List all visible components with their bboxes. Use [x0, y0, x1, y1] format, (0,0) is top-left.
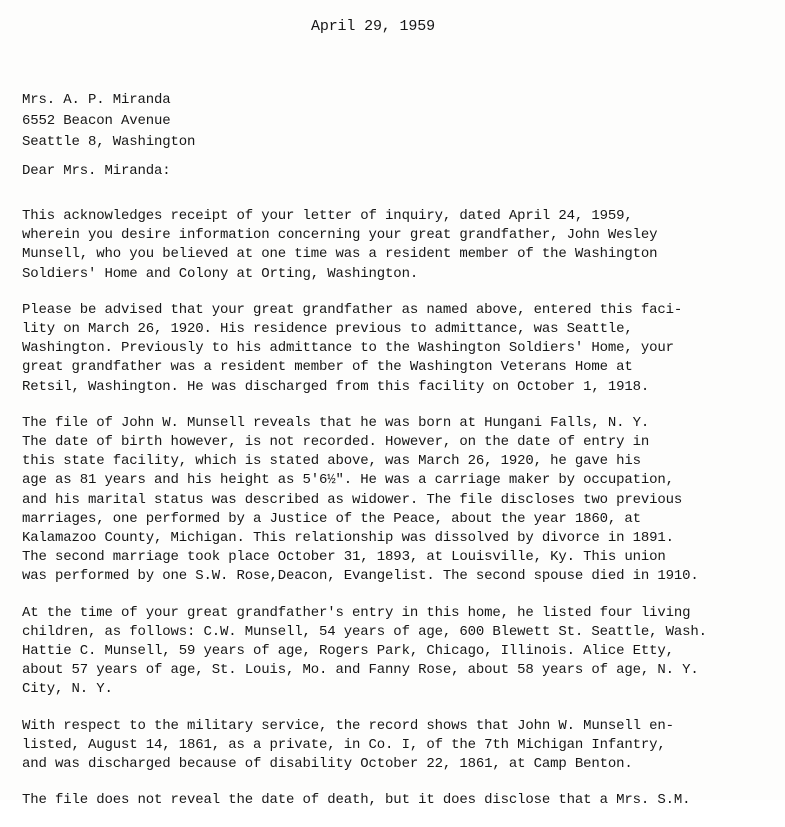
- text-line: age as 81 years and his height as 5'6½". He was a carriage maker by occupation,: [22, 472, 674, 489]
- text-line: Washington. Previously to his admittance to the Washington Soldiers' Home, your: [22, 340, 674, 357]
- text-line: The second marriage took place October 31, 1893, at Louisville, Ky. This union: [22, 549, 666, 566]
- text-line: City, N. Y.: [22, 681, 113, 698]
- text-line: about 57 years of age, St. Louis, Mo. and Fanny Rose, about 58 years of age, N. Y.: [22, 662, 699, 679]
- text-line: was performed by one S.W. Rose,Deacon, Evangelist. The second spouse died in 1910.: [22, 568, 699, 585]
- letter-date: April 29, 1959: [311, 18, 435, 35]
- text-line: Kalamazoo County, Michigan. This relationship was dissolved by divorce in 1891.: [22, 530, 674, 547]
- address-line-city: Seattle 8, Washington: [22, 134, 196, 150]
- paragraph-inquiry: [22, 207, 782, 284]
- text-line: and his marital status was described as widower. The file discloses two previous: [22, 491, 683, 508]
- paragraph-file-details: [22, 414, 782, 587]
- text-line: lity on March 26, 1920. His residence previous to admittance, was Seattle,: [22, 321, 633, 338]
- text-line: this state facility, which is stated above, was March 26, 1920, he gave his: [22, 453, 641, 470]
- text-line: With respect to the military service, the record shows that John W. Munsell en-: [22, 717, 674, 734]
- text-line: The file does not reveal the date of death, but it does disclose that a Mrs. S.M.: [22, 792, 691, 809]
- paragraph-admittance: [22, 301, 782, 397]
- text-line: Soldiers' Home and Colony at Orting, Washington.: [22, 265, 419, 282]
- text-line: and was discharged because of disability October 22, 1861, at Camp Benton.: [22, 756, 633, 773]
- text-line: listed, August 14, 1861, as a private, in Co. I, of the 7th Michigan Infantry,: [22, 736, 666, 753]
- recipient-address: [22, 90, 195, 153]
- address-line-street: 6552 Beacon Avenue: [22, 113, 171, 129]
- letter-body: [22, 207, 782, 827]
- paragraph-military-service: [22, 717, 782, 775]
- text-line: Retsil, Washington. He was discharged from this facility on October 1, 1918.: [22, 378, 650, 395]
- text-line: The date of birth however, is not recorded. However, on the date of entry in: [22, 434, 650, 451]
- address-line-name: Mrs. A. P. Miranda: [22, 92, 171, 108]
- text-line: The file of John W. Munsell reveals that he was born at Hungani Falls, N. Y.: [22, 414, 650, 431]
- text-line: This acknowledges receipt of your letter of inquiry, dated April 24, 1959,: [22, 208, 633, 224]
- paragraph-children: [22, 604, 782, 700]
- text-line: wherein you desire information concerning your great grandfather, John Wesley: [22, 227, 658, 244]
- text-line: children, as follows: C.W. Munsell, 54 years of age, 600 Blewett St. Seattle, Wash.: [22, 623, 707, 640]
- text-line: Munsell, who you believed at one time was a resident member of the Washington: [22, 246, 658, 263]
- text-line: Please be advised that your great grandfather as named above, entered this faci-: [22, 301, 683, 318]
- text-line: marriages, one performed by a Justice of the Peace, about the year 1860, at: [22, 510, 641, 527]
- text-line: At the time of your great grandfather's entry in this home, he listed four living: [22, 604, 691, 621]
- salutation: Dear Mrs. Miranda:: [22, 163, 171, 179]
- text-line: Hattie C. Munsell, 59 years of age, Rogers Park, Chicago, Illinois. Alice Etty,: [22, 643, 674, 660]
- text-line: great grandfather was a resident member of the Washington Veterans Home at: [22, 359, 633, 376]
- paragraph-death-record: [22, 791, 782, 810]
